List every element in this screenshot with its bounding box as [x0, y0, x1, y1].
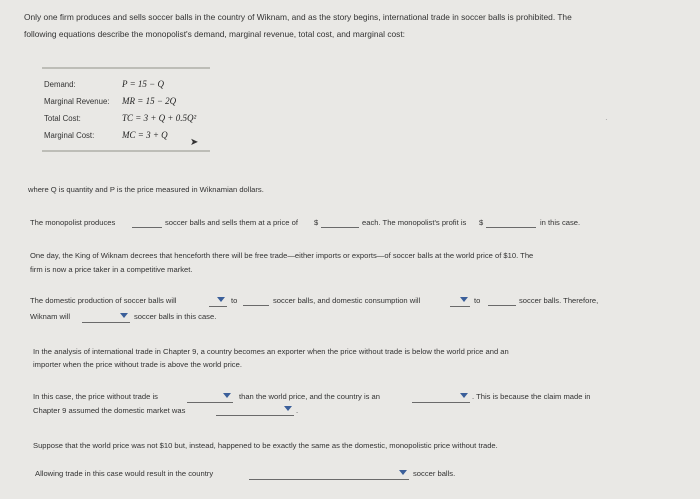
equation-label-demand: Demand:: [44, 80, 76, 89]
q2-consumption-direction-dropdown[interactable]: [450, 295, 470, 307]
q3-price-comparison-dropdown[interactable]: [187, 391, 233, 403]
q2-trade-action-dropdown[interactable]: [82, 311, 130, 323]
q1-text-3: each. The monopolist's profit is: [362, 218, 467, 227]
q3-text-4: Chapter 9 assumed the domestic market was: [33, 406, 186, 415]
equation-table-top-rule: [42, 67, 210, 69]
q1-text-4: in this case.: [540, 218, 581, 227]
chapter-note-line-2: importer when the price without trade is above the world price.: [33, 360, 242, 369]
q4-text-2: soccer balls.: [413, 469, 456, 478]
chevron-down-icon: [223, 393, 231, 398]
equation-formula-marginal-revenue: MR = 15 − 2Q: [122, 96, 177, 106]
chevron-down-icon: [120, 313, 128, 318]
q4-outcome-dropdown[interactable]: [249, 468, 409, 480]
q3-text-5: .: [296, 406, 299, 415]
q3-text-1: In this case, the price without trade is: [33, 392, 158, 401]
equation-label-marginal-revenue: Marginal Revenue:: [44, 97, 110, 106]
equation-formula-demand: P = 15 − Q: [122, 79, 164, 89]
q1-currency-2: $: [479, 218, 484, 227]
chevron-down-icon: [284, 406, 292, 411]
chevron-down-icon: [460, 393, 468, 398]
q1-profit-input[interactable]: [486, 227, 536, 228]
q1-currency-1: $: [314, 218, 319, 227]
q2-consumption-input[interactable]: [488, 305, 516, 306]
equation-formula-marginal-cost: MC = 3 + Q: [122, 130, 168, 140]
equation-table-bottom-rule: [42, 150, 210, 152]
q2-text-4: Wiknam will: [30, 312, 71, 321]
q2-text-5: soccer balls in this case.: [134, 312, 217, 321]
trade-intro-line-1: One day, the King of Wiknam decrees that henceforth there will be free trade—either imports or exports—of soccer balls at the world price of $10. The: [30, 251, 534, 260]
q3-trade-role-dropdown[interactable]: [412, 391, 470, 403]
pointer-mark-icon: ·: [605, 115, 608, 124]
equation-formula-total-cost: TC = 3 + Q + 0.5Q²: [122, 113, 197, 123]
trade-intro-line-2: firm is now a price taker in a competitive market.: [30, 265, 193, 274]
q2-production-direction-dropdown[interactable]: [209, 295, 227, 307]
equation-label-total-cost: Total Cost:: [44, 114, 81, 123]
chapter-note-line-1: In the analysis of international trade in Chapter 9, a country becomes an exporter when the price without trade is below the world price and an: [33, 347, 509, 356]
q3-text-2: than the world price, and the country is an: [239, 392, 380, 401]
intro-line-2: following equations describe the monopolist's demand, marginal revenue, total cost, and marginal cost:: [24, 29, 406, 39]
q2-text-2: soccer balls, and domestic consumption will: [273, 296, 421, 305]
q2-text-1: The domestic production of soccer balls will: [30, 296, 177, 305]
q2-to-1: to: [231, 296, 238, 305]
q1-price-input[interactable]: [321, 227, 359, 228]
q1-text-1: The monopolist produces: [30, 218, 116, 227]
q3-text-3: . This is because the claim made in: [472, 392, 591, 401]
q2-production-input[interactable]: [243, 305, 269, 306]
q2-to-2: to: [474, 296, 481, 305]
q2-text-3: soccer balls. Therefore,: [519, 296, 599, 305]
q3-market-type-dropdown[interactable]: [216, 404, 294, 416]
q1-text-2: soccer balls and sells them at a price of: [165, 218, 298, 227]
mouse-cursor-icon: ➤: [190, 137, 199, 148]
intro-line-1: Only one firm produces and sells soccer balls in the country of Wiknam, and as the story begins, international trade in soccer balls is prohibited. The: [24, 12, 572, 22]
q1-quantity-input[interactable]: [132, 227, 162, 228]
equation-label-marginal-cost: Marginal Cost:: [44, 131, 95, 140]
q4-text-1: Allowing trade in this case would result in the country: [35, 469, 214, 478]
chevron-down-icon: [217, 297, 225, 302]
suppose-text: Suppose that the world price was not $10 but, instead, happened to be exactly the same as the domestic, monopolistic price without trade.: [33, 441, 498, 450]
chevron-down-icon: [460, 297, 468, 302]
where-text: where Q is quantity and P is the price measured in Wiknamian dollars.: [28, 185, 264, 194]
chevron-down-icon: [399, 470, 407, 475]
